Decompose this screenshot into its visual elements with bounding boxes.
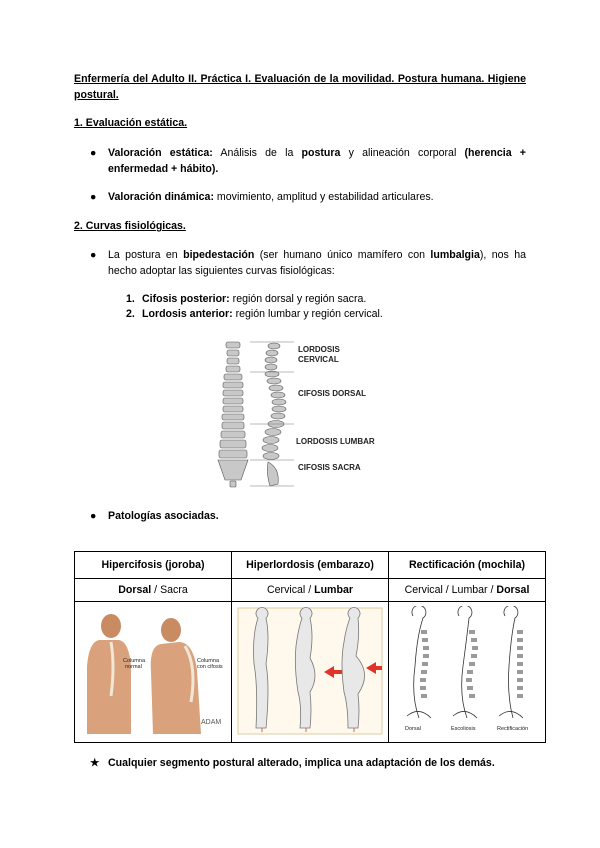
label-lordosis-cervical-1: LORDOSIS xyxy=(298,345,340,354)
person-kyphosis-icon xyxy=(151,618,201,734)
label-columna-normal-1: Columna xyxy=(123,657,146,664)
list-item-lordosis: 2. Lordosis anterior: región lumbar y región cervical. xyxy=(126,308,383,320)
lordosis-illustration xyxy=(236,606,384,736)
label-columna-cifosis-2: con cifosis xyxy=(197,663,223,670)
table-row xyxy=(75,579,546,602)
table-cell-cervical-lumbar: Cervical / Lumbar xyxy=(232,579,389,602)
label-escoliosis: Escoliosis xyxy=(451,725,476,732)
label-cifosis-sacra: CIFOSIS SACRA xyxy=(298,463,361,472)
spine-curves-figure xyxy=(208,338,394,490)
table-cell-image-rectificacion xyxy=(389,602,546,743)
label-columna-cifosis-1: Columna xyxy=(197,657,220,664)
table-cell-image-hiperlordosis xyxy=(232,602,389,743)
section-heading-1: 1. Evaluación estática. xyxy=(74,117,188,129)
kyphosis-illustration xyxy=(79,606,227,736)
table-header-hipercifosis: Hipercifosis (joroba) xyxy=(75,552,232,579)
pathologies-table xyxy=(74,551,546,743)
bullet-dot: ● xyxy=(90,147,97,159)
table-header-rectificacion: Rectificación (mochila) xyxy=(389,552,546,579)
rectification-illustration xyxy=(393,606,541,736)
spine-front-view-icon xyxy=(218,342,248,487)
label-cifosis-dorsal: CIFOSIS DORSAL xyxy=(298,389,367,398)
table-cell-image-hipercifosis xyxy=(75,602,232,743)
table-header-hiperlordosis: Hiperlordosis (embarazo) xyxy=(232,552,389,579)
table-cell-cervical-lumbar-dorsal: Cervical / Lumbar / Dorsal xyxy=(389,579,546,602)
table-row xyxy=(75,552,546,579)
label-lordosis-lumbar: LORDOSIS LUMBAR xyxy=(296,437,375,446)
bullet-dot: ● xyxy=(90,510,97,522)
table-cell-dorsal-sacra: Dorsal / Sacra xyxy=(75,579,232,602)
document-page: Enfermería del Adulto II. Práctica I. Evaluación de la movilidad. Postura humana. Higiene postural. 1. Evaluación estática. ● Valoración estática: Análisis de la postura y alineación corporal (herencia + enfermedad + hábito). ● Valoración dinámica: movimiento, amplitud y estabilidad articulares. 2. Curvas fisiológicas. ● La postura en bipedestación (ser humano único mamífero con lumbalgia), nos ha hecho adoptar las siguientes curvas fisiológicas: 1. Cifosis posterior: región dorsal y región sacra. 2. Lordosis anterior: región lumbar y región cervical. LORDOSIS CERVICAL CIFOSIS DORSAL LORDOSIS LUMBAR CIFOSIS SACRA ● Patologías asociadas. Hipercifosis (joroba) Hiperlordosis (embarazo) Rectificación (mochila) Dorsal / Sacra Cervical / Lumbar Cervical / Lumbar / Dorsal Columna normal Columna con cifosis ADAM Dorsal Escoliosis Rectificación ★ Cualquier segmento postural alterado, implica una adaptación de los demás. xyxy=(0,0,600,848)
vertebrae-icons xyxy=(420,630,523,698)
person-normal-icon xyxy=(87,614,131,734)
label-rectificacion: Rectificación xyxy=(497,725,529,732)
label-lordosis-cervical-2: CERVICAL xyxy=(298,355,339,364)
document-title: Enfermería del Adulto II. Práctica I. Evaluación de la movilidad. Postura humana. Higiene postural. xyxy=(74,73,526,101)
table-row xyxy=(75,602,546,743)
star-icon: ★ xyxy=(90,757,100,769)
section-heading-2: 2. Curvas fisiológicas. xyxy=(74,220,186,232)
list-item-cifosis: 1. Cifosis posterior: región dorsal y región sacra. xyxy=(126,293,367,305)
bullet-dot: ● xyxy=(90,249,97,261)
spine-side-view-icon xyxy=(262,343,286,486)
label-columna-normal-2: normal xyxy=(125,663,142,670)
label-dorsal: Dorsal xyxy=(405,725,421,732)
adam-logo: ADAM xyxy=(201,718,222,726)
bullet-dot: ● xyxy=(90,191,97,203)
